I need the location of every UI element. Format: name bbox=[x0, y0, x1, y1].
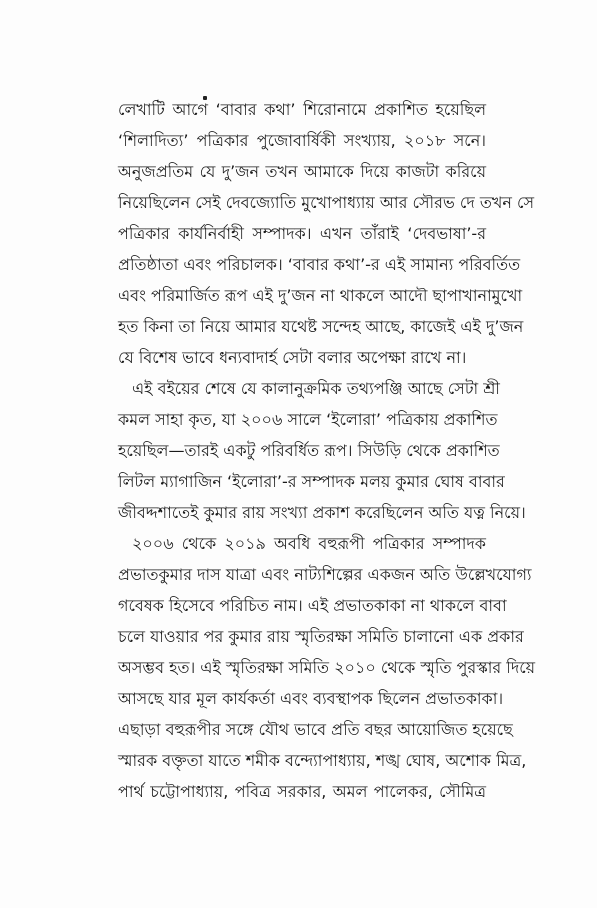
paragraph-3-line-4: চলে যাওয়ার পর কুমার রায় স্মৃতিরক্ষা সমিতি চালানো এক প্রকার bbox=[118, 627, 524, 646]
paragraph-1-line-1: লেখাটি আগে ‘বাবার কথা’ শিরোনামে প্রকাশিত হয়েছিল bbox=[118, 100, 486, 119]
paragraph-3-line-6: আসছে যার মূল কার্যকর্তা এবং ব্যবস্থাপক ছিলেন প্রভাতকাকা। bbox=[118, 689, 504, 708]
paragraph-1-line-8: হত কিনা তা নিয়ে আমার যথেষ্ট সন্দেহ আছে, কাজেই এই দু’জন bbox=[118, 317, 524, 336]
paragraph-1-line-6: প্রতিষ্ঠাতা এবং পরিচালক। ‘বাবার কথা’-র এই সামান্য পরিবর্তিত bbox=[118, 255, 521, 274]
paragraph-3-line-1: ২০০৬ থেকে ২০১৯ অবধি বহুরূপী পত্রিকার সম্পাদক bbox=[132, 534, 486, 553]
paragraph-3-line-2: প্রভাতকুমার দাস যাত্রা এবং নাট্যশিল্পের একজন অতি উল্লেখযোগ্য bbox=[118, 565, 532, 584]
paragraph-3-line-3: গবেষক হিসেবে পরিচিত নাম। এই প্রভাতকাকা না থাকলে বাবা bbox=[118, 596, 507, 615]
paragraph-3-line-8: স্মারক বক্তৃতা যাতে শমীক বন্দ্যোপাধ্যায়, শঙ্খ ঘোষ, অশোক মিত্র, bbox=[118, 751, 527, 770]
paragraph-3-line-9: পার্থ চট্টোপাধ্যায়, পবিত্র সরকার, অমল পালেকর, সৌমিত্র bbox=[118, 782, 486, 801]
paragraph-2-line-1: এই বইয়ের শেষে যে কালানুক্রমিক তথ্যপঞ্জি আছে সেটা শ্রী bbox=[132, 379, 500, 398]
paragraph-3-line-7: এছাড়া বহুরূপীর সঙ্গে যৌথ ভাবে প্রতি বছর আয়োজিত হয়েছে bbox=[118, 720, 513, 739]
paragraph-1-line-2: ‘শিলাদিত্য’ পত্রিকার পুজোবার্ষিকী সংখ্যায়, ২০১৮ সনে। bbox=[118, 131, 486, 150]
paragraph-1-line-9: যে বিশেষ ভাবে ধন্যবাদার্হ সেটা বলার অপেক্ষা রাখে না। bbox=[118, 348, 467, 367]
paragraph-2-line-3: হয়েছিল—তারই একটু পরিবর্ধিত রূপ। সিউড়ি থেকে প্রকাশিত bbox=[118, 441, 500, 460]
paragraph-2-line-4: লিটল ম্যাগাজিন ‘ইলোরা’-র সম্পাদক মলয় কুমার ঘোষ বাবার bbox=[118, 472, 505, 491]
paragraph-3-line-5: অসম্ভব হত। এই স্মৃতিরক্ষা সমিতি ২০১০ থেকে স্মৃতি পুরস্কার দিয়ে bbox=[118, 658, 536, 677]
paragraph-2-line-2: কমল সাহা কৃত, যা ২০০৬ সালে ‘ইলোরা’ পত্রিকায় প্রকাশিত bbox=[118, 410, 498, 429]
paragraph-1-line-4: নিয়েছিলেন সেই দেবজ্যোতি মুখোপাধ্যায় আর সৌরভ দে তখন সে bbox=[118, 193, 535, 212]
paragraph-1-line-5: পত্রিকার কার্যনির্বাহী সম্পাদক। এখন তাঁরাই ‘দেবভাষা’-র bbox=[118, 224, 486, 243]
paragraph-2-line-5: জীবদ্দশাতেই কুমার রায় সংখ্যা প্রকাশ করেছিলেন অতি যত্ন নিয়ে। bbox=[118, 503, 526, 522]
paragraph-1-line-7: এবং পরিমার্জিত রূপ এই দু’জন না থাকলে আদৌ ছাপাখানামুখো bbox=[118, 286, 523, 305]
paragraph-1-line-3: অনুজপ্রতিম যে দু’জন তখন আমাকে দিয়ে কাজটা করিয়ে bbox=[118, 162, 486, 181]
